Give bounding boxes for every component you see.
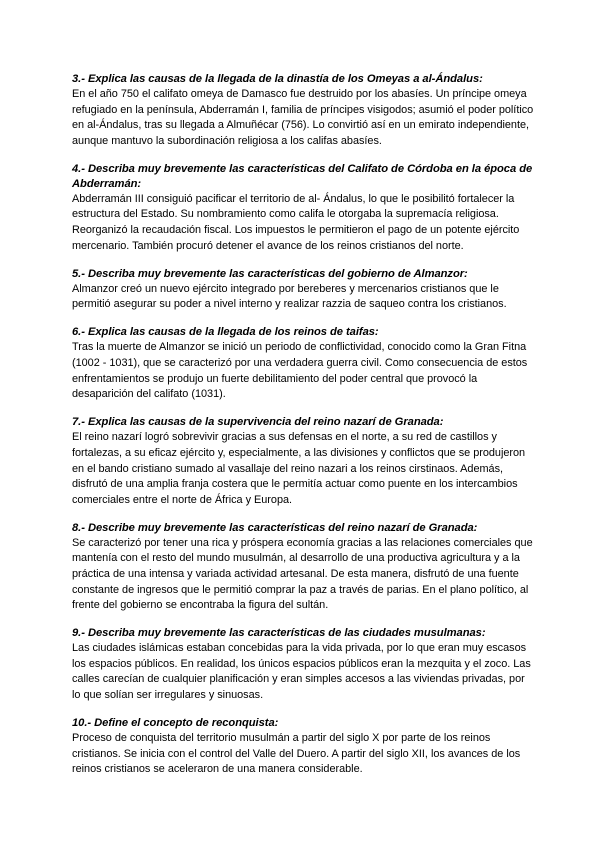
answer-paragraph: Abderramán III consiguió pacificar el territorio de al- Ándalus, lo que le posibilitó fortalecer la estructura del Estado. Su nombramiento como califa le otorgaba la supremacía religiosa. Reorganizó la recaudación fiscal. Los impuestos le permitieron el pago de un potente ejército mercenario. También procuró detener el avance de los reinos cristianos del norte. [72,192,520,252]
answer-paragraph: El reino nazarí logró sobrevivir gracias a sus defensas en el norte, a su red de castillos y fortalezas, a su eficaz ejército y, especialmente, a las divisiones y conflictos que se produjeron en el bando cristiano sumado al vasallaje del reino nazari a los reinos cirstinaos. Además, disfrutó de una amplia franja costera que le permitía actuar como puente en los intercambios comerciales entre el norte de África y Europa. [72,431,526,506]
answer-paragraph: Proceso de conquista del territorio musulmán a partir del siglo X por parte de los reinos cristianos. Se inicia con el control del Valle del Duero. A partir del siglo XII, los avances de los reinos cristianos se aceleraron de una manera considerable. [72,732,521,776]
qa-item-10 [72,716,534,778]
qa-item-4 [72,162,534,254]
question-heading: 9.- Describa muy brevemente las características de las ciudades musulmanas: [72,627,486,640]
question-heading: 5.- Describa muy brevemente las características del gobierno de Almanzor: [72,267,468,280]
question-heading: 6.- Explica las causas de la llegada de los reinos de taifas: [72,326,379,339]
answer-paragraph: Se caracterizó por tener una rica y próspera economía gracias a las relaciones comerciales que mantenía con el resto del mundo musulmán, al desarrollo de una productiva agricultura y a la práctica de una intensa y variada actividad artesanal. De esta manera, disfrutó de una fuente constante de ingresos que le permitió comprar la paz a través de parias. En el plano político, al frente del gobierno se encontraba la figura del sultán. [72,536,533,612]
question-heading: 10.- Define el concepto de reconquista: [72,717,279,730]
question-heading: 7.- Explica las causas de la supervivencia del reino nazarí de Granada: [72,416,444,429]
qa-item-7 [72,415,534,508]
answer-paragraph: Almanzor creó un nuevo ejército integrado por bereberes y mercenarios cristianos que le permitió asegurar su poder a nivel interno y realizar razzia de saqueo contra los cristianos. [72,282,507,311]
question-heading: 8.- Describe muy brevemente las características del reino nazarí de Granada: [72,521,478,534]
qa-item-6 [72,325,534,402]
qa-item-8 [72,521,534,614]
document-page [72,72,534,790]
qa-item-5 [72,267,534,313]
qa-item-3 [72,72,534,149]
answer-paragraph: Las ciudades islámicas estaban concebidas para la vida privada, por lo que eran muy escasos los espacios públicos. En realidad, los únicos espacios públicos eran la mezquita y el zoco. Las calles carecían de cualquier planificación y eran simples accesos a las viviendas privadas, por lo que solían ser irregulares y sinuosas. [72,642,531,702]
answer-paragraph: Tras la muerte de Almanzor se inició un periodo de conflictividad, conocido como la Gran Fitna (1002 - 1031), que se caracterizó por una verdadera guerra civil. Como consecuencia de estos enfrentamientos se produjo un fuerte debilitamiento del poder central que provocó la desaparición del califato (1031). [72,341,528,401]
answer-paragraph: En el año 750 el califato omeya de Damasco fue destruido por los abasíes. Un príncipe omeya refugiado en la península, Abderramán I, familia de príncipes visigodos; asumió el poder político en al-Ándalus, tras su llegada a Almuñécar (756). Lo convirtió así en un emirato independiente, aunque mantuvo la subordinación religiosa a los califas abasíes. [72,88,534,147]
qa-item-9 [72,626,534,703]
question-heading: 4.- Describa muy brevemente las características del Califato de Córdoba en la época de Abderramán: [72,162,533,190]
question-heading: 3.- Explica las causas de la llegada de la dinastía de los Omeyas a al-Ándalus: [72,73,483,85]
